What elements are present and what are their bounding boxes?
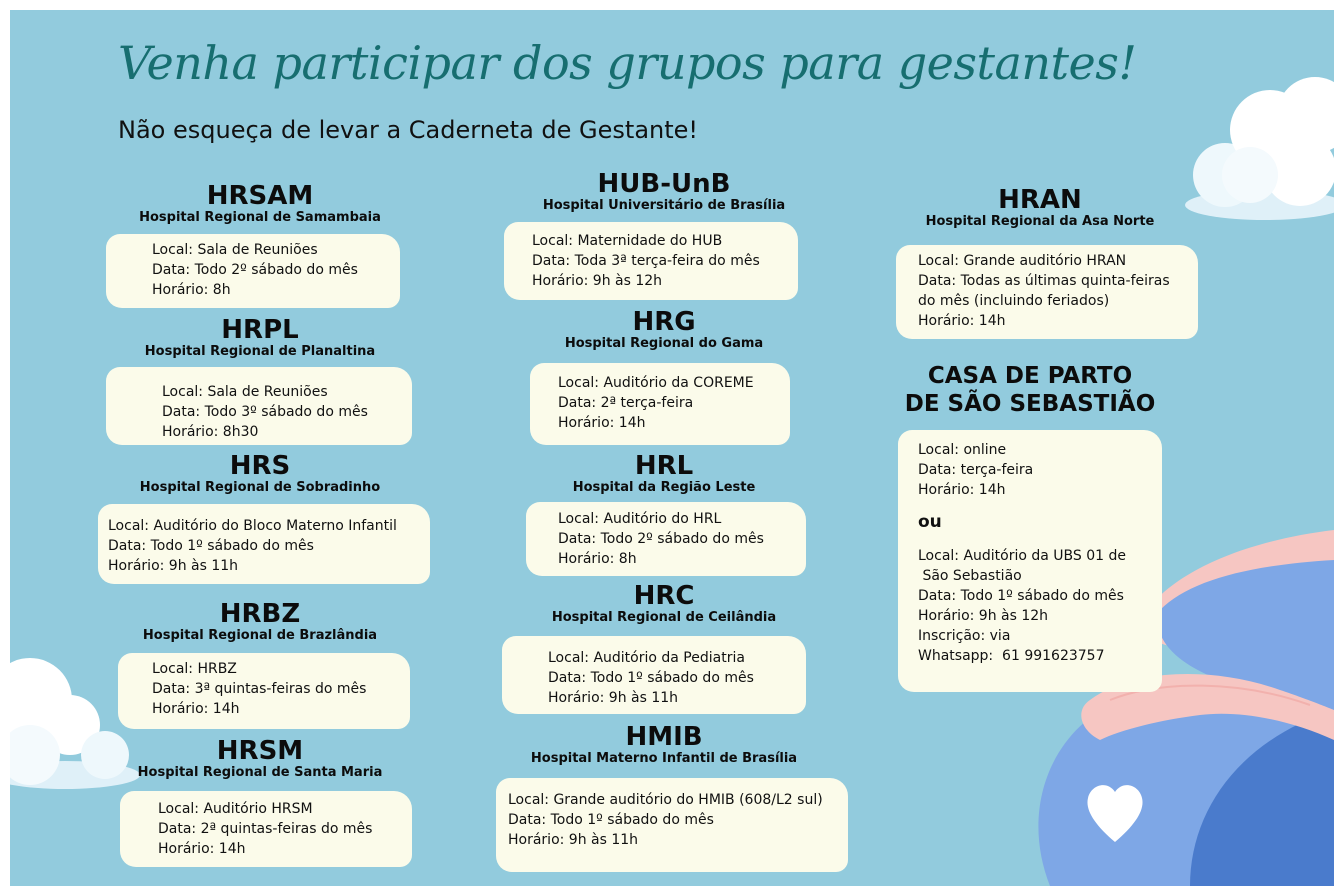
hospital-abbr: HRL (634, 451, 694, 481)
data-text: Data: Todo 1º sábado do mês (918, 588, 1124, 604)
hospital-name: Hospital Regional da Asa Norte (925, 214, 1155, 229)
horario-text: Horário: 14h (918, 313, 1006, 329)
hospital-header-hrc (524, 582, 804, 626)
data-text: Data: Todo 2º sábado do mês (558, 531, 764, 547)
hospital-name: Hospital Regional de Planaltina (144, 344, 376, 359)
horario-text: Horário: 9h às 11h (508, 832, 639, 848)
info-card-hran (896, 245, 1198, 339)
local-text: Local: Grande auditório do HMIB (608/L2 sul) (508, 792, 823, 808)
local-text: Local: online (918, 442, 1007, 458)
data-text: Data: terça-feira (918, 462, 1034, 478)
hospital-header-hub-unb (524, 170, 804, 214)
data-text: Data: 2ª quintas-feiras do mês (158, 821, 373, 837)
info-card-hrc (502, 636, 806, 714)
hospital-abbr: HRSM (216, 736, 304, 766)
horario-text: Horário: 9h às 12h (918, 608, 1049, 624)
page-title: Venha participar dos grupos para gestantes! (118, 36, 1137, 90)
hospital-abbr: HRAN (998, 185, 1082, 215)
data-text: Data: Todas as últimas quinta-feiras (918, 273, 1170, 289)
data-text: Data: Todo 3º sábado do mês (162, 404, 368, 420)
horario-text: Horário: 9h às 12h (532, 273, 663, 289)
hospital-abbr: HMIB (625, 722, 703, 752)
horario-text: Horário: 9h às 11h (108, 558, 239, 574)
poster (10, 10, 1334, 886)
data-text-continued: do mês (incluindo feriados) (918, 293, 1110, 309)
info-card-hrs (98, 504, 430, 584)
local-text: Local: Auditório HRSM (158, 801, 313, 817)
info-card-hrl (526, 502, 806, 576)
hospital-name: Hospital da Região Leste (572, 480, 756, 495)
horario-text: Horário: 14h (918, 482, 1006, 498)
cloud-icon (1185, 77, 1334, 220)
data-text: Data: 3ª quintas-feiras do mês (152, 681, 367, 697)
hospital-header-hrs (120, 452, 400, 496)
hospital-name: Hospital Regional de Brazlândia (142, 628, 378, 643)
local-text: Local: HRBZ (152, 661, 237, 677)
hospital-abbr: HUB-UnB (597, 169, 731, 199)
hospital-header-hran (900, 186, 1180, 230)
data-text: Data: Todo 1º sábado do mês (508, 812, 714, 828)
info-card-casa-de-parto (898, 430, 1162, 692)
horario-text: Horário: 8h30 (162, 424, 259, 440)
hospital-abbr: HRBZ (219, 599, 301, 629)
local-text: Local: Auditório da COREME (558, 375, 754, 391)
local-text: Local: Maternidade do HUB (532, 233, 723, 249)
info-card-hmib (496, 778, 848, 872)
horario-text: Horário: 14h (558, 415, 646, 431)
hospital-header-hmib (524, 723, 804, 767)
hospital-abbr: HRC (633, 581, 695, 611)
info-card-hrsam (106, 234, 400, 308)
hospital-name: Hospital Regional do Gama (564, 336, 764, 351)
local-text-continued: São Sebastião (918, 568, 1022, 584)
info-card-hub-unb (504, 222, 798, 300)
data-text: Data: Toda 3ª terça-feira do mês (532, 253, 760, 269)
whatsapp-text: Whatsapp: 61 991623757 (918, 648, 1105, 664)
hospital-header-hrl (524, 452, 804, 496)
inscricao-text: Inscrição: via (918, 628, 1011, 644)
local-text: Local: Auditório da Pediatria (548, 650, 745, 666)
local-text: Local: Sala de Reuniões (162, 384, 328, 400)
info-card-hrsm (120, 791, 412, 867)
info-card-hrbz (118, 653, 410, 729)
hospital-name: Hospital Regional de Sobradinho (139, 480, 381, 495)
data-text: Data: 2ª terça-feira (558, 395, 694, 411)
horario-text: Horário: 9h às 11h (548, 690, 679, 706)
hospital-name: Hospital Regional de Ceilândia (551, 610, 777, 625)
local-text: Local: Sala de Reuniões (152, 242, 318, 258)
local-text: Local: Auditório do Bloco Materno Infantil (108, 518, 397, 534)
hospital-header-hrbz (120, 600, 400, 644)
local-text: Local: Auditório do HRL (558, 511, 722, 527)
hospital-header-hrsam (120, 182, 400, 226)
horario-text: Horário: 8h (558, 551, 637, 567)
or-separator: ou (918, 512, 942, 532)
hospital-name: Hospital Regional de Samambaia (139, 210, 381, 225)
hospital-abbr: HRPL (221, 315, 299, 345)
casa-de-parto-title (900, 362, 1160, 418)
info-card-hrpl (106, 367, 412, 445)
hospital-abbr: HRS (229, 451, 291, 481)
hospital-header-hrpl (120, 316, 400, 360)
horario-text: Horário: 14h (158, 841, 246, 857)
hospital-name: Hospital Materno Infantil de Brasília (530, 751, 798, 766)
page-subtitle: Não esqueça de levar a Caderneta de Gestante! (118, 116, 699, 144)
hospital-header-hrg (524, 308, 804, 352)
local-text: Local: Grande auditório HRAN (918, 253, 1127, 269)
data-text: Data: Todo 1º sábado do mês (548, 670, 754, 686)
horario-text: Horário: 14h (152, 701, 240, 717)
local-text: Local: Auditório da UBS 01 de (918, 548, 1127, 564)
hospital-header-hrsm (120, 737, 400, 781)
data-text: Data: Todo 2º sábado do mês (152, 262, 358, 278)
hospital-name: Hospital Regional de Santa Maria (137, 765, 383, 780)
horario-text: Horário: 8h (152, 282, 231, 298)
data-text: Data: Todo 1º sábado do mês (108, 538, 314, 554)
hospital-abbr: HRG (632, 307, 696, 337)
hospital-abbr: HRSAM (206, 181, 314, 211)
casa-title-line2: DE SÃO SEBASTIÃO (904, 391, 1156, 417)
info-card-hrg (530, 363, 790, 445)
hospital-name: Hospital Universitário de Brasília (542, 198, 786, 213)
casa-title-line1: CASA DE PARTO (927, 363, 1133, 389)
